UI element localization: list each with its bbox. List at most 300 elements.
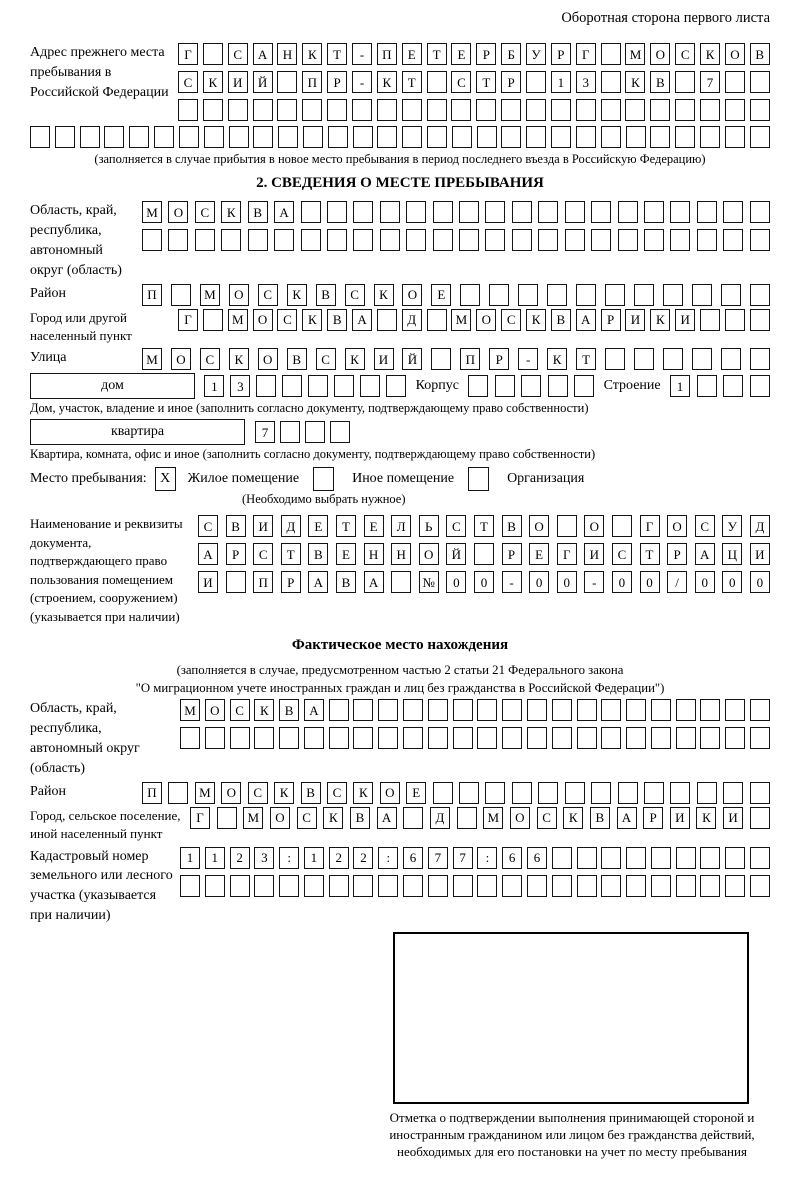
char-cell bbox=[527, 727, 547, 749]
char-cell: - bbox=[352, 71, 372, 93]
char-cell: 1 bbox=[180, 847, 200, 869]
char-cell bbox=[230, 875, 250, 897]
char-cell bbox=[427, 71, 447, 93]
char-cell: С bbox=[327, 782, 347, 804]
char-cell bbox=[254, 875, 274, 897]
char-cell: Р bbox=[643, 807, 663, 829]
char-cell: В bbox=[248, 201, 268, 223]
char-cell bbox=[526, 71, 546, 93]
char-cell: К bbox=[547, 348, 567, 370]
char-cell: С bbox=[195, 201, 215, 223]
char-cell: Р bbox=[502, 543, 522, 565]
char-cell: Г bbox=[557, 543, 577, 565]
char-cell bbox=[380, 201, 400, 223]
stroenie-label: Строение bbox=[603, 378, 661, 394]
char-cell bbox=[280, 421, 300, 443]
char-cell bbox=[692, 284, 712, 306]
char-cell: 6 bbox=[502, 847, 522, 869]
char-row bbox=[198, 515, 770, 537]
char-row bbox=[178, 309, 770, 331]
char-cell bbox=[527, 699, 547, 721]
char-cell bbox=[352, 99, 372, 121]
char-cell: Е bbox=[406, 782, 426, 804]
char-row bbox=[178, 99, 770, 121]
apartment-type-box: квартира bbox=[30, 419, 245, 445]
char-cell bbox=[360, 375, 380, 397]
char-cell: В bbox=[327, 309, 347, 331]
char-cell bbox=[378, 875, 398, 897]
char-cell bbox=[601, 727, 621, 749]
char-cell: Ц bbox=[722, 543, 742, 565]
char-cell: У bbox=[526, 43, 546, 65]
char-cell bbox=[591, 229, 611, 251]
char-cell: Б bbox=[501, 43, 521, 65]
char-cell: 3 bbox=[576, 71, 596, 93]
char-cell bbox=[725, 71, 745, 93]
char-cell bbox=[217, 807, 237, 829]
char-cell bbox=[329, 699, 349, 721]
char-cell bbox=[697, 782, 717, 804]
char-cell bbox=[228, 99, 248, 121]
field-stay-type bbox=[30, 467, 770, 491]
field-house bbox=[30, 373, 770, 399]
street-label: Улица bbox=[30, 350, 67, 366]
char-cell: А bbox=[274, 201, 294, 223]
char-cell: Е bbox=[451, 43, 471, 65]
char-cell bbox=[279, 875, 299, 897]
city-label: Город или другой населенный пункт bbox=[30, 309, 132, 343]
char-cell: К bbox=[345, 348, 365, 370]
char-cell: К bbox=[700, 43, 720, 65]
char-cell bbox=[725, 847, 745, 869]
char-cell: П bbox=[460, 348, 480, 370]
char-cell: И bbox=[253, 515, 273, 537]
char-cell: С bbox=[297, 807, 317, 829]
char-row bbox=[190, 807, 770, 829]
char-cell bbox=[634, 284, 654, 306]
char-cell bbox=[378, 727, 398, 749]
char-cell: И bbox=[374, 348, 394, 370]
char-row bbox=[178, 43, 770, 65]
char-cell: К bbox=[377, 71, 397, 93]
char-cell bbox=[618, 782, 638, 804]
char-row bbox=[198, 543, 770, 565]
char-cell: В bbox=[336, 571, 356, 593]
char-cell bbox=[433, 782, 453, 804]
char-cell: А bbox=[576, 309, 596, 331]
char-cell bbox=[625, 99, 645, 121]
char-cell: Т bbox=[327, 43, 347, 65]
char-cell bbox=[353, 229, 373, 251]
char-cell: № bbox=[419, 571, 439, 593]
char-cell: 2 bbox=[329, 847, 349, 869]
char-cell bbox=[457, 807, 477, 829]
city-actual-label: Город, сельское поселение, иной населенный пункт bbox=[30, 807, 181, 842]
char-cell bbox=[402, 126, 422, 148]
char-cell: 0 bbox=[722, 571, 742, 593]
char-row bbox=[178, 71, 770, 93]
char-cell bbox=[750, 875, 770, 897]
char-cell bbox=[552, 727, 572, 749]
field-prev-address bbox=[30, 43, 770, 121]
char-cell: Н bbox=[277, 43, 297, 65]
char-cell: : bbox=[279, 847, 299, 869]
char-cell bbox=[427, 126, 447, 148]
char-cell bbox=[459, 201, 479, 223]
char-cell bbox=[750, 284, 770, 306]
char-cell bbox=[700, 309, 720, 331]
char-cell bbox=[168, 229, 188, 251]
char-cell bbox=[676, 699, 696, 721]
char-cell bbox=[750, 847, 770, 869]
char-cell bbox=[670, 782, 690, 804]
char-cell: Р bbox=[476, 43, 496, 65]
char-cell bbox=[700, 875, 720, 897]
char-cell bbox=[226, 571, 246, 593]
char-cell bbox=[427, 99, 447, 121]
char-cell bbox=[750, 348, 770, 370]
section3-subtitle-1: (заполняется в случае, предусмотренном частью 2 статьи 21 Федерального закона bbox=[176, 663, 624, 678]
char-cell bbox=[204, 126, 224, 148]
field-region bbox=[30, 201, 770, 281]
char-cell: - bbox=[502, 571, 522, 593]
char-cell bbox=[551, 126, 571, 148]
char-cell bbox=[502, 727, 522, 749]
char-cell bbox=[651, 699, 671, 721]
char-cell bbox=[279, 727, 299, 749]
char-cell bbox=[601, 847, 621, 869]
option-inoe-label: Иное помещение bbox=[352, 471, 455, 487]
char-cell: К bbox=[229, 348, 249, 370]
char-cell bbox=[80, 126, 100, 148]
char-row bbox=[142, 782, 770, 804]
prev-address-note: (заполняется в случае прибытия в новое место пребывания в период последнего въезда в Российскую Федерацию) bbox=[94, 152, 706, 166]
char-cell: Т bbox=[427, 43, 447, 65]
char-cell: Е bbox=[308, 515, 328, 537]
char-cell: В bbox=[279, 699, 299, 721]
char-cell bbox=[697, 201, 717, 223]
char-cell: Й bbox=[446, 543, 466, 565]
char-cell bbox=[330, 421, 350, 443]
char-cell bbox=[605, 284, 625, 306]
char-cell: Г bbox=[576, 43, 596, 65]
char-cell bbox=[428, 699, 448, 721]
char-cell bbox=[538, 201, 558, 223]
char-cell: М bbox=[243, 807, 263, 829]
char-cell bbox=[203, 309, 223, 331]
char-cell bbox=[301, 201, 321, 223]
prev-address-rows bbox=[178, 43, 770, 121]
char-cell: В bbox=[316, 284, 336, 306]
char-cell bbox=[576, 99, 596, 121]
char-cell: Р bbox=[667, 543, 687, 565]
char-cell bbox=[512, 201, 532, 223]
char-cell bbox=[380, 229, 400, 251]
char-cell bbox=[459, 229, 479, 251]
char-cell: И bbox=[198, 571, 218, 593]
char-cell bbox=[725, 699, 745, 721]
char-cell bbox=[750, 229, 770, 251]
char-cell: П bbox=[377, 43, 397, 65]
char-cell bbox=[601, 43, 621, 65]
char-cell: - bbox=[518, 348, 538, 370]
char-cell bbox=[565, 229, 585, 251]
char-row bbox=[255, 421, 355, 443]
char-cell: О bbox=[380, 782, 400, 804]
char-cell: П bbox=[142, 284, 162, 306]
char-cell: К bbox=[203, 71, 223, 93]
char-cell bbox=[670, 229, 690, 251]
char-cell bbox=[477, 875, 497, 897]
char-cell: С bbox=[345, 284, 365, 306]
char-cell bbox=[274, 229, 294, 251]
char-cell bbox=[485, 782, 505, 804]
char-cell bbox=[277, 71, 297, 93]
char-cell bbox=[725, 126, 745, 148]
char-cell: 7 bbox=[255, 421, 275, 443]
char-cell: Д bbox=[750, 515, 770, 537]
char-cell bbox=[180, 875, 200, 897]
char-cell bbox=[477, 126, 497, 148]
char-cell: 0 bbox=[612, 571, 632, 593]
char-cell bbox=[353, 875, 373, 897]
char-cell: Р bbox=[327, 71, 347, 93]
char-cell bbox=[565, 201, 585, 223]
char-cell bbox=[577, 727, 597, 749]
char-row bbox=[180, 727, 770, 749]
char-cell bbox=[477, 727, 497, 749]
char-cell bbox=[308, 375, 328, 397]
char-cell bbox=[697, 229, 717, 251]
char-cell: В bbox=[502, 515, 522, 537]
char-cell: В bbox=[551, 309, 571, 331]
char-cell: В bbox=[590, 807, 610, 829]
char-cell: Г bbox=[190, 807, 210, 829]
char-cell: В bbox=[301, 782, 321, 804]
char-cell: И bbox=[723, 807, 743, 829]
char-cell bbox=[675, 99, 695, 121]
char-cell: В bbox=[308, 543, 328, 565]
char-cell bbox=[431, 348, 451, 370]
char-cell bbox=[203, 43, 223, 65]
char-cell bbox=[551, 99, 571, 121]
char-row bbox=[670, 375, 770, 397]
district-actual-label: Район bbox=[30, 783, 66, 799]
char-cell bbox=[327, 99, 347, 121]
char-cell bbox=[353, 699, 373, 721]
char-cell: С bbox=[612, 543, 632, 565]
char-row bbox=[142, 201, 770, 223]
char-row bbox=[180, 847, 770, 869]
char-cell bbox=[129, 126, 149, 148]
char-cell: О bbox=[419, 543, 439, 565]
char-cell bbox=[474, 543, 494, 565]
char-cell: С bbox=[253, 543, 273, 565]
char-cell bbox=[700, 699, 720, 721]
char-cell: О bbox=[168, 201, 188, 223]
char-cell bbox=[178, 99, 198, 121]
char-cell bbox=[601, 699, 621, 721]
char-cell bbox=[221, 229, 241, 251]
char-cell bbox=[723, 375, 743, 397]
char-cell bbox=[612, 515, 632, 537]
char-cell bbox=[403, 727, 423, 749]
char-cell: Г bbox=[178, 309, 198, 331]
char-cell: Р bbox=[226, 543, 246, 565]
field-street bbox=[30, 348, 770, 370]
checkbox-zhiloe: X bbox=[155, 467, 176, 491]
char-cell: Д bbox=[402, 309, 422, 331]
char-cell: К bbox=[323, 807, 343, 829]
char-cell bbox=[605, 348, 625, 370]
char-cell bbox=[253, 99, 273, 121]
char-cell bbox=[353, 201, 373, 223]
char-cell: И bbox=[670, 807, 690, 829]
char-cell: Т bbox=[576, 348, 596, 370]
char-cell bbox=[750, 71, 770, 93]
char-cell bbox=[723, 782, 743, 804]
char-cell bbox=[495, 375, 515, 397]
char-cell: : bbox=[477, 847, 497, 869]
char-cell bbox=[675, 126, 695, 148]
char-cell bbox=[403, 699, 423, 721]
char-cell: 0 bbox=[474, 571, 494, 593]
char-cell: В bbox=[287, 348, 307, 370]
char-cell bbox=[692, 348, 712, 370]
char-cell: К bbox=[696, 807, 716, 829]
section2-title: 2. СВЕДЕНИЯ О МЕСТЕ ПРЕБЫВАНИЯ bbox=[256, 175, 544, 191]
char-cell bbox=[518, 284, 538, 306]
char-cell: О bbox=[510, 807, 530, 829]
char-row bbox=[180, 699, 770, 721]
district-label: Район bbox=[30, 285, 66, 301]
char-cell bbox=[377, 309, 397, 331]
char-cell bbox=[428, 875, 448, 897]
char-cell bbox=[55, 126, 75, 148]
char-cell: О bbox=[667, 515, 687, 537]
char-cell: А bbox=[304, 699, 324, 721]
char-cell bbox=[601, 126, 621, 148]
char-cell: Р bbox=[489, 348, 509, 370]
char-cell bbox=[650, 126, 670, 148]
char-row bbox=[198, 571, 770, 593]
document-label: Наименование и реквизиты документа, подтверждающего право пользования помещением (строением, сооружением) (указывается при наличии) bbox=[30, 516, 183, 624]
char-cell: У bbox=[722, 515, 742, 537]
field-district-actual bbox=[30, 782, 770, 804]
char-cell: 6 bbox=[403, 847, 423, 869]
char-cell bbox=[601, 99, 621, 121]
char-cell: К bbox=[374, 284, 394, 306]
char-cell bbox=[282, 375, 302, 397]
char-cell bbox=[179, 126, 199, 148]
char-row bbox=[180, 875, 770, 897]
char-cell bbox=[104, 126, 124, 148]
char-cell bbox=[750, 201, 770, 223]
char-cell bbox=[676, 847, 696, 869]
char-cell bbox=[254, 727, 274, 749]
region-actual-label: Область, край, республика, автономный округ (область) bbox=[30, 701, 140, 776]
char-cell: К bbox=[563, 807, 583, 829]
char-row-full-width bbox=[30, 126, 770, 148]
char-cell bbox=[675, 71, 695, 93]
char-cell bbox=[700, 727, 720, 749]
char-cell: Р bbox=[601, 309, 621, 331]
char-cell bbox=[725, 309, 745, 331]
char-cell bbox=[386, 375, 406, 397]
char-cell: И bbox=[584, 543, 604, 565]
char-cell: 0 bbox=[557, 571, 577, 593]
char-cell: С bbox=[695, 515, 715, 537]
char-cell bbox=[328, 126, 348, 148]
char-cell: И bbox=[750, 543, 770, 565]
char-cell: Н bbox=[364, 543, 384, 565]
char-cell: А bbox=[377, 807, 397, 829]
char-cell bbox=[501, 126, 521, 148]
char-cell: О bbox=[725, 43, 745, 65]
char-cell bbox=[329, 727, 349, 749]
char-cell bbox=[329, 875, 349, 897]
char-cell: : bbox=[378, 847, 398, 869]
char-cell: Й bbox=[253, 71, 273, 93]
checkbox-organizatsiya bbox=[468, 467, 489, 491]
cadastral-label: Кадастровый номер земельного или лесного участка (указывается при наличии) bbox=[30, 848, 173, 924]
char-cell: Т bbox=[474, 515, 494, 537]
field-district bbox=[30, 284, 770, 306]
char-cell bbox=[725, 727, 745, 749]
char-cell bbox=[304, 727, 324, 749]
char-row bbox=[142, 284, 770, 306]
char-cell: 0 bbox=[750, 571, 770, 593]
char-cell bbox=[433, 229, 453, 251]
char-cell bbox=[402, 99, 422, 121]
korpus-label: Корпус bbox=[415, 378, 459, 394]
char-cell: 2 bbox=[353, 847, 373, 869]
char-cell bbox=[618, 229, 638, 251]
field-city bbox=[30, 309, 770, 346]
char-cell: А bbox=[253, 43, 273, 65]
char-cell bbox=[721, 284, 741, 306]
char-cell: С bbox=[230, 699, 250, 721]
checkbox-inoe bbox=[313, 467, 334, 491]
char-cell bbox=[377, 126, 397, 148]
field-region-actual bbox=[30, 699, 770, 779]
char-cell: К bbox=[254, 699, 274, 721]
char-cell bbox=[721, 348, 741, 370]
char-cell bbox=[459, 782, 479, 804]
char-cell bbox=[552, 847, 572, 869]
char-cell: В bbox=[350, 807, 370, 829]
char-cell bbox=[248, 229, 268, 251]
field-cadastral bbox=[30, 847, 770, 927]
char-cell bbox=[723, 229, 743, 251]
field-apartment bbox=[30, 419, 770, 445]
char-cell bbox=[750, 727, 770, 749]
char-cell bbox=[327, 229, 347, 251]
char-cell: М bbox=[451, 309, 471, 331]
char-cell bbox=[406, 229, 426, 251]
char-cell: С bbox=[537, 807, 557, 829]
char-cell bbox=[697, 375, 717, 397]
char-cell: Е bbox=[402, 43, 422, 65]
char-cell bbox=[203, 99, 223, 121]
page-header-note: Оборотная сторона первого листа bbox=[561, 10, 770, 26]
char-cell: К bbox=[353, 782, 373, 804]
char-cell: И bbox=[625, 309, 645, 331]
char-cell bbox=[278, 126, 298, 148]
char-cell bbox=[353, 126, 373, 148]
char-cell bbox=[521, 375, 541, 397]
char-cell: 1 bbox=[670, 375, 690, 397]
